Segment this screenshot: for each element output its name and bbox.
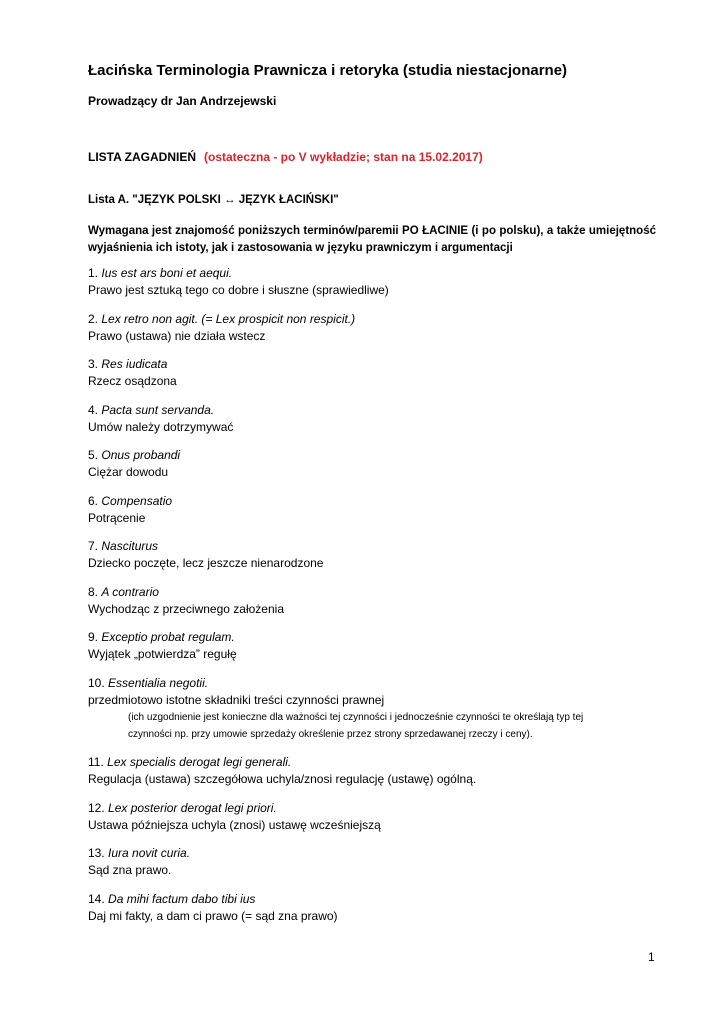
list-item <box>88 311 656 345</box>
list-item <box>88 675 656 743</box>
item-polish-translation: Prawo (ustawa) nie działa wstecz <box>88 328 266 343</box>
item-latin-term: Iura novit curia. <box>108 846 191 860</box>
list-item <box>88 629 656 663</box>
item-number: 5. <box>88 448 99 462</box>
item-polish-translation: Potrącenie <box>88 510 146 525</box>
topics-status-note: (ostateczna - po V wykładzie; stan na 15.02.2017) <box>204 150 483 164</box>
list-heading: Lista A. "JĘZYK POLSKI ↔ JĘZYK ŁACIŃSKI" <box>88 194 339 206</box>
item-number: 3. <box>88 357 99 371</box>
list-item <box>88 402 656 436</box>
item-polish-translation: Ciężar dowodu <box>88 465 169 479</box>
item-latin-term: Ius est ars boni et aequi. <box>101 266 233 280</box>
item-latin-term: Essentialia negotii. <box>108 675 209 690</box>
item-number: 2. <box>88 311 99 326</box>
intro-paragraph: Wymagana jest znajomość poniższych terminów/paremii PO ŁACINIE (i po polsku), a także umiejętność wyjaśnienia ich istoty, jak i zastosowania w języku prawniczym i argumentacji <box>88 225 656 254</box>
topics-label: LISTA ZAGADNIEŃ <box>88 150 196 164</box>
topics-line <box>88 150 483 164</box>
item-polish-translation: Daj mi fakty, a dam ci prawo (= sąd zna prawo) <box>88 908 338 923</box>
item-number: 10. <box>88 675 105 690</box>
list-item <box>88 845 656 879</box>
list-item <box>88 891 656 925</box>
list-item <box>88 265 656 299</box>
item-number: 12. <box>88 800 105 815</box>
item-latin-term: Compensatio <box>101 493 173 508</box>
list-item <box>88 538 656 572</box>
item-latin-term: Da mihi factum dabo tibi ius <box>108 891 256 906</box>
list-item <box>88 584 656 618</box>
list-item <box>88 754 656 788</box>
list-item <box>88 356 656 390</box>
item-latin-term: Lex posterior derogat legi priori. <box>108 800 277 815</box>
item-note-line: czynności np. przy umowie sprzedaży określenie przez strony sprzedawanej rzeczy i ceny). <box>128 728 533 740</box>
item-number: 11. <box>88 755 104 769</box>
item-latin-term: Onus probandi <box>101 448 181 462</box>
lecturer-line: Prowadzący dr Jan Andrzejewski <box>88 94 277 108</box>
item-latin-term: A contrario <box>101 584 159 599</box>
item-latin-term: Lex specialis derogat legi generali. <box>107 755 292 769</box>
item-number: 1. <box>88 266 99 280</box>
item-number: 14. <box>88 891 105 906</box>
item-polish-translation: Dziecko poczęte, lecz jeszcze nienarodzone <box>88 556 324 570</box>
item-latin-term: Nasciturus <box>101 539 159 553</box>
item-polish-translation: Regulacja (ustawa) szczegółowa uchyla/znosi regulację (ustawę) ogólną. <box>88 772 477 786</box>
document-title: Łacińska Terminologia Prawnicza i retoryka (studia niestacjonarne) <box>88 62 568 79</box>
item-note-line: (ich uzgodnienie jest konieczne dla ważności tej czynności i jednocześnie czynności te określają typ tej <box>128 711 584 723</box>
item-number: 6. <box>88 493 99 508</box>
list-item <box>88 447 656 481</box>
item-polish-translation: Sąd zna prawo. <box>88 863 172 877</box>
item-polish-translation: Umów należy dotrzymywać <box>88 419 234 434</box>
item-explanatory-note <box>88 709 656 743</box>
list-item <box>88 493 656 527</box>
item-number: 8. <box>88 584 99 599</box>
terms-list <box>88 265 656 936</box>
item-latin-term: Res iudicata <box>101 357 168 371</box>
page-number: 1 <box>648 950 655 964</box>
list-item <box>88 800 656 834</box>
item-number: 7. <box>88 539 99 553</box>
item-polish-translation: Wyjątek „potwierdza” regułę <box>88 647 237 661</box>
item-polish-translation: Ustawa późniejsza uchyla (znosi) ustawę wcześniejszą <box>88 817 381 832</box>
item-polish-translation: Rzecz osądzona <box>88 374 177 388</box>
item-latin-term: Exceptio probat regulam. <box>101 630 235 644</box>
item-number: 13. <box>88 846 105 860</box>
item-polish-translation: przedmiotowo istotne składniki treści czynności prawnej <box>88 692 385 707</box>
item-number: 9. <box>88 630 99 644</box>
item-latin-term: Lex retro non agit. (= Lex prospicit non respicit.) <box>101 311 356 326</box>
item-polish-translation: Wychodząc z przeciwnego założenia <box>88 601 284 616</box>
item-polish-translation: Prawo jest sztuką tego co dobre i słuszne (sprawiedliwe) <box>88 283 389 297</box>
item-number: 4. <box>88 402 99 417</box>
item-latin-term: Pacta sunt servanda. <box>101 402 215 417</box>
